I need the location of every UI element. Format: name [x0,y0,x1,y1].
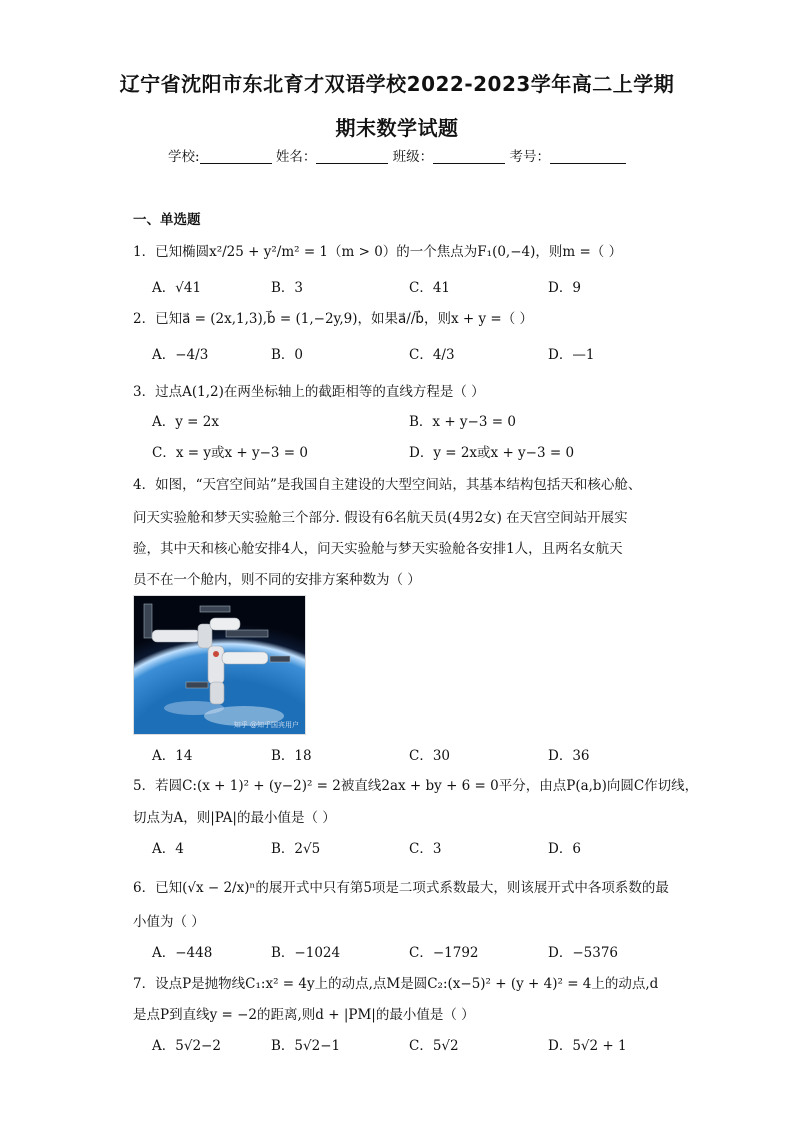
question-7-stem-line-2: 是点P到直线y = −2的距离,则d + |PM|的最小值是（ ） [133,1007,475,1023]
question-4-stem-line-4: 员不在一个舱内，则不同的安排方案种数为（ ） [133,572,421,588]
question-1-option-a: A．√41 [152,280,202,296]
exam-number-label: 考号： [509,149,550,165]
name-label: 姓名： [275,149,317,165]
question-2-option-a: A．−4/3 [152,347,209,363]
image-watermark: 知乎 @知乎国宾用户 [233,721,299,729]
question-4-stem-line-3: 验，其中天和核心舱安排4人，问天实验舱与梦天实验舱各安排1人，且两名女航天 [133,541,623,557]
question-5-option-d: D．6 [548,841,581,857]
question-6-option-a: A．−448 [152,945,213,961]
question-4-option-d: D．36 [548,748,590,764]
question-3-option-b: B．x + y−3 = 0 [409,414,516,430]
question-1-stem: 1．已知椭圆x²/25 + y²/m² = 1（m > 0）的一个焦点为F₁(0,−4)，则m =（ ） [133,244,623,260]
question-7-option-a: A．5√2−2 [152,1038,221,1054]
question-6-option-d: D．−5376 [548,945,618,961]
question-3-option-d: D．y = 2x或x + y−3 = 0 [409,445,575,461]
question-4-stem-line-1: 4．如图，“天宫空间站”是我国自主建设的大型空间站，其基本结构包括天和核心舱、 [133,477,642,493]
question-7-option-c: C．5√2 [409,1038,459,1054]
question-6-option-b: B．−1024 [271,945,341,961]
question-6-option-c: C．−1792 [409,945,479,961]
question-7-option-d: D．5√2 + 1 [548,1038,627,1054]
question-1-option-c: C．41 [409,280,451,296]
question-1-option-d: D．9 [548,280,581,296]
question-2-option-c: C．4/3 [409,347,455,363]
class-label: 班级： [392,149,434,165]
question-2-option-b: B．0 [271,347,304,363]
question-7-option-b: B．5√2−1 [271,1038,341,1054]
question-2-stem: 2．已知a⃗ = (2x,1,3),b⃗ = (1,−2y,9)，如果a⃗//b⃗，则x + y =（ ） [133,311,534,327]
school-field[interactable] [200,149,272,164]
question-6-stem-line-2: 小值为（ ） [133,914,205,930]
question-5-option-c: C．3 [409,841,442,857]
student-info-line [0,145,794,165]
question-1-option-b: B．3 [271,280,304,296]
document-title-line-2: 期末数学试题 [335,116,459,140]
name-field[interactable] [316,149,388,164]
space-station-image [133,595,306,735]
question-5-option-a: A．4 [152,841,184,857]
question-2-option-d: D．—1 [548,347,595,363]
question-5-stem-line-1: 5．若圆C:(x + 1)² + (y−2)² = 2被直线2ax + by + 6 = 0平分，由点P(a,b)向圆C作切线， [133,778,699,794]
school-label: 学校: [168,149,200,165]
exam-number-field[interactable] [550,149,626,164]
question-4-option-a: A．14 [152,748,193,764]
question-4-option-b: B．18 [271,748,312,764]
question-5-option-b: B．2√5 [271,841,321,857]
question-4-stem-line-2: 问天实验舱和梦天实验舱三个部分. 假设有6名航天员(4男2女) 在天宫空间站开展实 [133,510,628,526]
question-7-stem-line-1: 7．设点P是抛物线C₁:x² = 4y上的动点,点M是圆C₂:(x−5)² + (y + 4)² = 4上的动点,d [133,976,659,992]
section-heading: 一、单选题 [133,212,201,228]
question-4-option-c: C．30 [409,748,451,764]
question-5-stem-line-2: 切点为A，则|PA|的最小值是（ ） [133,810,336,826]
class-field[interactable] [433,149,505,164]
question-3-option-a: A．y = 2x [152,414,219,430]
question-6-stem-line-1: 6．已知(√x − 2/x)ⁿ的展开式中只有第5项是二项式系数最大，则该展开式中各项系数的最 [133,880,669,896]
question-3-stem: 3．过点A(1,2)在两坐标轴上的截距相等的直线方程是（ ） [133,384,485,400]
question-3-option-c: C．x = y或x + y−3 = 0 [152,445,308,461]
document-title-line-1: 辽宁省沈阳市东北育才双语学校2022-2023学年高二上学期 [119,72,675,96]
